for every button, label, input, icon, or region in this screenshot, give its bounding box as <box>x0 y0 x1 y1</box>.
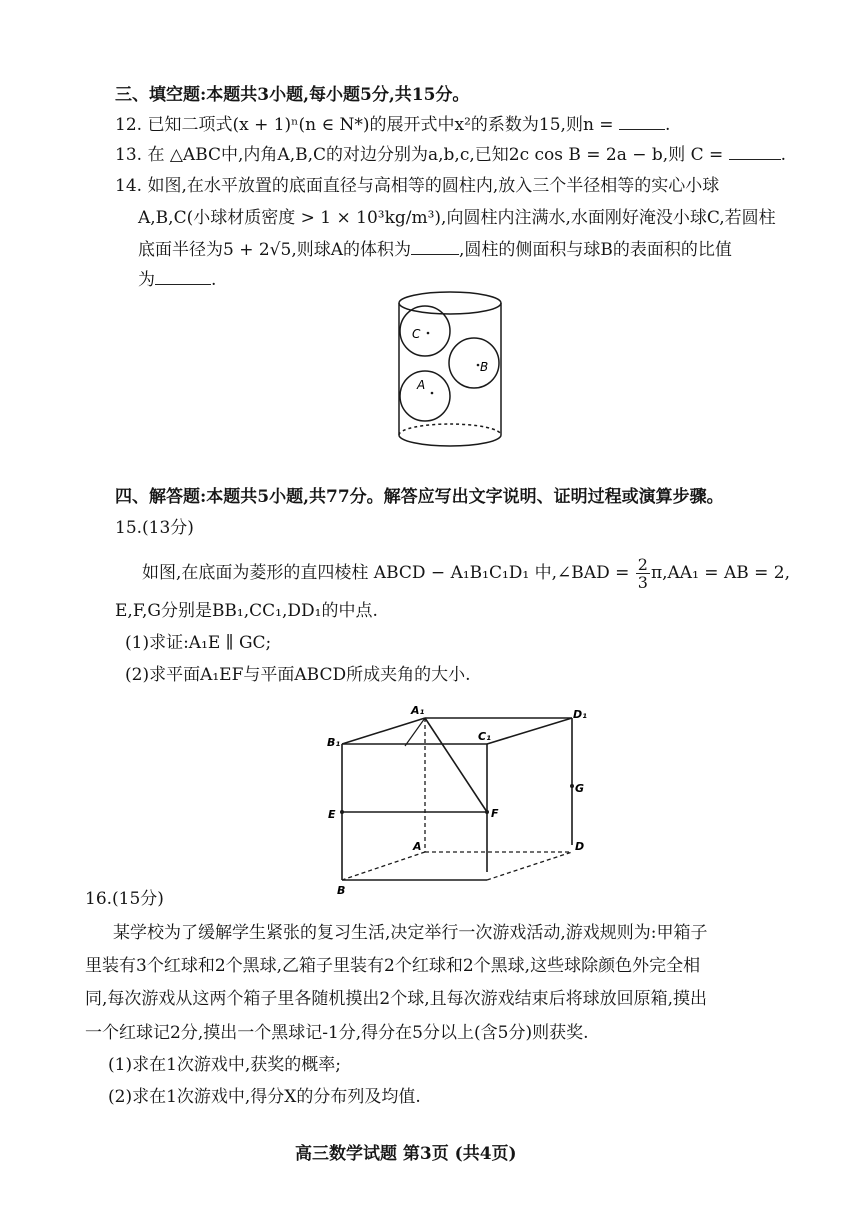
q14-line-1: 14. 如图,在水平放置的底面直径与高相等的圆柱内,放入三个半径相等的实心小球 <box>115 176 720 196</box>
q13-end: . <box>780 145 787 165</box>
label-a: A <box>413 840 422 853</box>
segment-a1e <box>405 718 425 746</box>
edge-c-d-hidden <box>487 852 572 880</box>
q14-answer-blank-2 <box>155 270 211 285</box>
label-a1: A₁ <box>411 704 425 717</box>
ball-b <box>449 338 499 388</box>
q16-part-2: (2)求在1次游戏中,得分X的分布列及均值. <box>108 1087 421 1107</box>
q14-line-2: A,B,C(小球材质密度 > 1 × 10³kg/m³),向圆柱内注满水,水面刚好淹没小球C,若圆柱 <box>138 208 776 228</box>
label-b: B <box>337 884 346 897</box>
label-b1: B₁ <box>327 736 341 749</box>
edge-c1-d1 <box>487 718 572 744</box>
label-d1: D₁ <box>573 708 587 721</box>
label-d: D <box>575 840 585 853</box>
fraction-numerator: 2 <box>637 555 648 574</box>
q12-answer-blank <box>619 115 665 130</box>
q12-end: . <box>664 115 671 135</box>
q12-prefix: 12. 已知二项式 <box>115 115 233 135</box>
q16-part-1: (1)求在1次游戏中,获奖的概率; <box>108 1055 342 1075</box>
q14-line-4b: . <box>211 270 217 290</box>
q16-line-4: 一个红球记2分,摸出一个黑球记-1分,得分在5分以上(含5分)则获奖. <box>85 1023 589 1043</box>
edge-b1-a1 <box>342 718 425 744</box>
section-3-header: 三、填空题:本题共3小题,每小题5分,共15分。 <box>115 85 470 105</box>
q15-part-1: (1)求证:A₁E ∥ GC; <box>125 633 272 653</box>
fraction-two-thirds <box>636 556 650 591</box>
cylinder-figure <box>390 285 510 455</box>
ball-c-label: C <box>412 327 421 341</box>
cylinder-bottom-front <box>399 435 501 446</box>
cylinder-top-ellipse <box>399 292 501 314</box>
q16-line-2: 里装有3个红球和2个黑球,乙箱子里装有2个红球和2个黑球,这些球除颜色外完全相 <box>85 956 701 976</box>
q12-expr: (x + 1)ⁿ(n ∈ N*) <box>232 115 370 135</box>
q14-line-3a: 底面半径为5 + 2√5,则球A的体积为 <box>138 240 412 260</box>
label-e: E <box>328 808 336 821</box>
q15-line-2: E,F,G分别是BB₁,CC₁,DD₁的中点. <box>115 601 378 621</box>
q16-title: 16.(15分) <box>85 889 164 909</box>
question-12 <box>115 114 670 136</box>
q15-part-2: (2)求平面A₁EF与平面ABCD所成夹角的大小. <box>125 665 471 685</box>
edge-a-b-hidden <box>342 852 425 880</box>
fraction-denominator: 3 <box>637 573 648 592</box>
q16-line-3: 同,每次游戏从这两个箱子里各随机摸出2个球,且每次游戏结束后将球放回原箱,摸出 <box>85 989 708 1009</box>
q14-line-3 <box>138 239 732 261</box>
q12-mid: 的展开式中x²的系数为15,则n = <box>369 115 614 135</box>
q13-prefix: 13. 在 △ABC中,内角A,B,C的对边分别为a,b,c,已知2c cos B = 2a − b,则 C = <box>115 145 724 165</box>
q15-title: 15.(13分) <box>115 518 194 538</box>
label-g: G <box>575 782 585 795</box>
q13-answer-blank <box>729 145 781 160</box>
section-4-header: 四、解答题:本题共5小题,共77分。解答应写出文字说明、证明过程或演算步骤。 <box>115 487 724 507</box>
cylinder-bottom-back <box>399 424 501 435</box>
q14-line-3b: ,圆柱的侧面积与球B的表面积的比值 <box>459 240 732 260</box>
q15-line-1a: 如图,在底面为菱形的直四棱柱 ABCD − A₁B₁C₁D₁ 中,∠BAD = <box>142 563 630 583</box>
q14-line-4 <box>138 269 216 291</box>
label-c1: C₁ <box>478 730 491 743</box>
question-13 <box>115 144 786 166</box>
q14-answer-blank-1 <box>411 240 459 255</box>
page-footer: 高三数学试题 第3页 (共4页) <box>295 1144 517 1164</box>
q15-line-1 <box>142 556 790 591</box>
ball-b-label: B <box>480 360 489 374</box>
ball-c <box>400 306 450 356</box>
prism-figure <box>325 700 595 900</box>
label-f: F <box>491 807 499 820</box>
q14-line-4a: 为 <box>138 270 155 290</box>
q16-line-1: 某学校为了缓解学生紧张的复习生活,决定举行一次游戏活动,游戏规则为:甲箱子 <box>113 923 708 943</box>
ball-a-label: A <box>417 378 426 392</box>
q15-line-1b: π,AA₁ = AB = 2, <box>650 563 790 583</box>
